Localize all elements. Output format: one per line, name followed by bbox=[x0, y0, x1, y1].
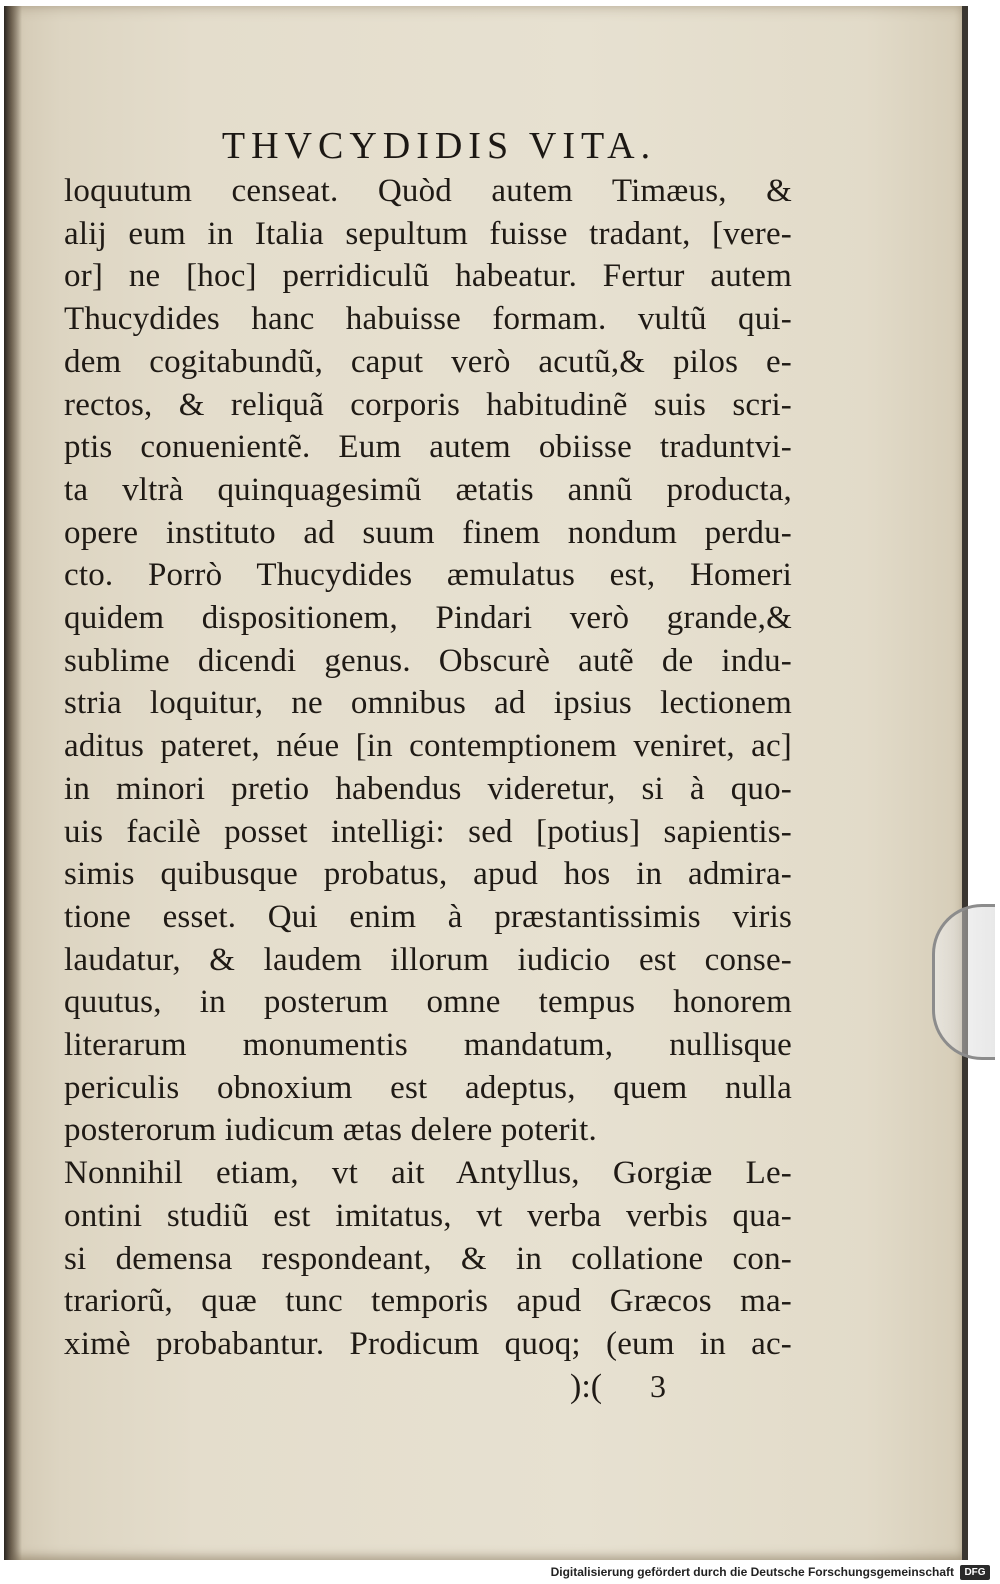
text-line: quidem dispositionem, Pindari verò grande,& bbox=[64, 600, 792, 637]
text-line: ontini studiũ est imitatus, vt verba verbis qua- bbox=[64, 1197, 792, 1234]
text-line: literarum monumentis mandatum, nullisque bbox=[64, 1027, 792, 1064]
book-page bbox=[4, 6, 968, 1560]
text-line: opere instituto ad suum finem nondum perdu- bbox=[64, 514, 792, 551]
text-line: periculis obnoxium est adeptus, quem nulla bbox=[64, 1069, 792, 1106]
text-line: ximè probabantur. Prodicum quoq; (eum in ac- bbox=[64, 1325, 792, 1362]
text-line: cto. Porrò Thucydides æmulatus est, Homeri bbox=[64, 557, 792, 594]
text-line: in minori pretio habendus videretur, si à quo- bbox=[64, 770, 792, 807]
text-line: alij eum in Italia sepultum fuisse tradant, [vere- bbox=[64, 215, 792, 252]
text-line: posterorum iudicum ætas delere poterit. bbox=[64, 1112, 597, 1149]
text-line: quutus, in posterum omne tempus honorem bbox=[64, 984, 792, 1021]
credit-bar bbox=[0, 1562, 1000, 1584]
running-head: THVCYDIDIS VITA. bbox=[221, 125, 657, 167]
page-clip bbox=[932, 904, 995, 1060]
text-line: loquutum censeat. Quòd autem Timæus, & bbox=[64, 173, 792, 209]
text-line: tione esset. Qui enim à præstantissimis viris bbox=[64, 898, 792, 935]
digitization-credit: Digitalisierung gefördert durch die Deutsche Forschungsgemeinschaft bbox=[550, 1565, 954, 1579]
text-line: stria loquitur, ne omnibus ad ipsius lectionem bbox=[64, 685, 792, 722]
text-line: simis quibusque probatus, apud hos in admira- bbox=[64, 856, 792, 893]
text-line: aditus pateret, néue [in contemptionem veniret, ac] bbox=[64, 728, 792, 765]
text-block bbox=[64, 124, 804, 1366]
text-line: si demensa respondeant, & in collatione con- bbox=[64, 1240, 792, 1277]
book-spine bbox=[4, 6, 22, 1560]
text-line: Thucydides hanc habuisse formam. vultũ qui- bbox=[64, 301, 792, 338]
text-line: uis facilè posset intelligi: sed [potius] sapientis- bbox=[64, 813, 792, 850]
text-line: ta vltrà quinquagesimũ ætatis annũ producta, bbox=[64, 471, 792, 508]
signature-mark: ):( bbox=[570, 1368, 603, 1405]
text-line: ptis conuenientẽ. Eum autem obiisse traduntvi- bbox=[64, 429, 792, 466]
text-line: dem cogitabundũ, caput verò acutũ,& pilos e- bbox=[64, 343, 792, 380]
text-line: laudatur, & laudem illorum iudicio est conse- bbox=[64, 941, 792, 978]
text-line: trariorũ, quæ tunc temporis apud Græcos ma- bbox=[64, 1283, 792, 1320]
page-footer bbox=[4, 1368, 964, 1408]
text-line: rectos, & reliquã corporis habitudinẽ suis scri- bbox=[64, 386, 792, 423]
text-line: sublime dicendi genus. Obscurè autẽ de indu- bbox=[64, 642, 792, 679]
page-number: 3 bbox=[650, 1368, 666, 1404]
text-line: or] ne [hoc] perridiculũ habeatur. Fertur autem bbox=[64, 258, 792, 295]
dfg-logo-icon: DFG bbox=[960, 1565, 990, 1580]
text-line: Nonnihil etiam, vt ait Antyllus, Gorgiæ Le- bbox=[64, 1155, 792, 1192]
